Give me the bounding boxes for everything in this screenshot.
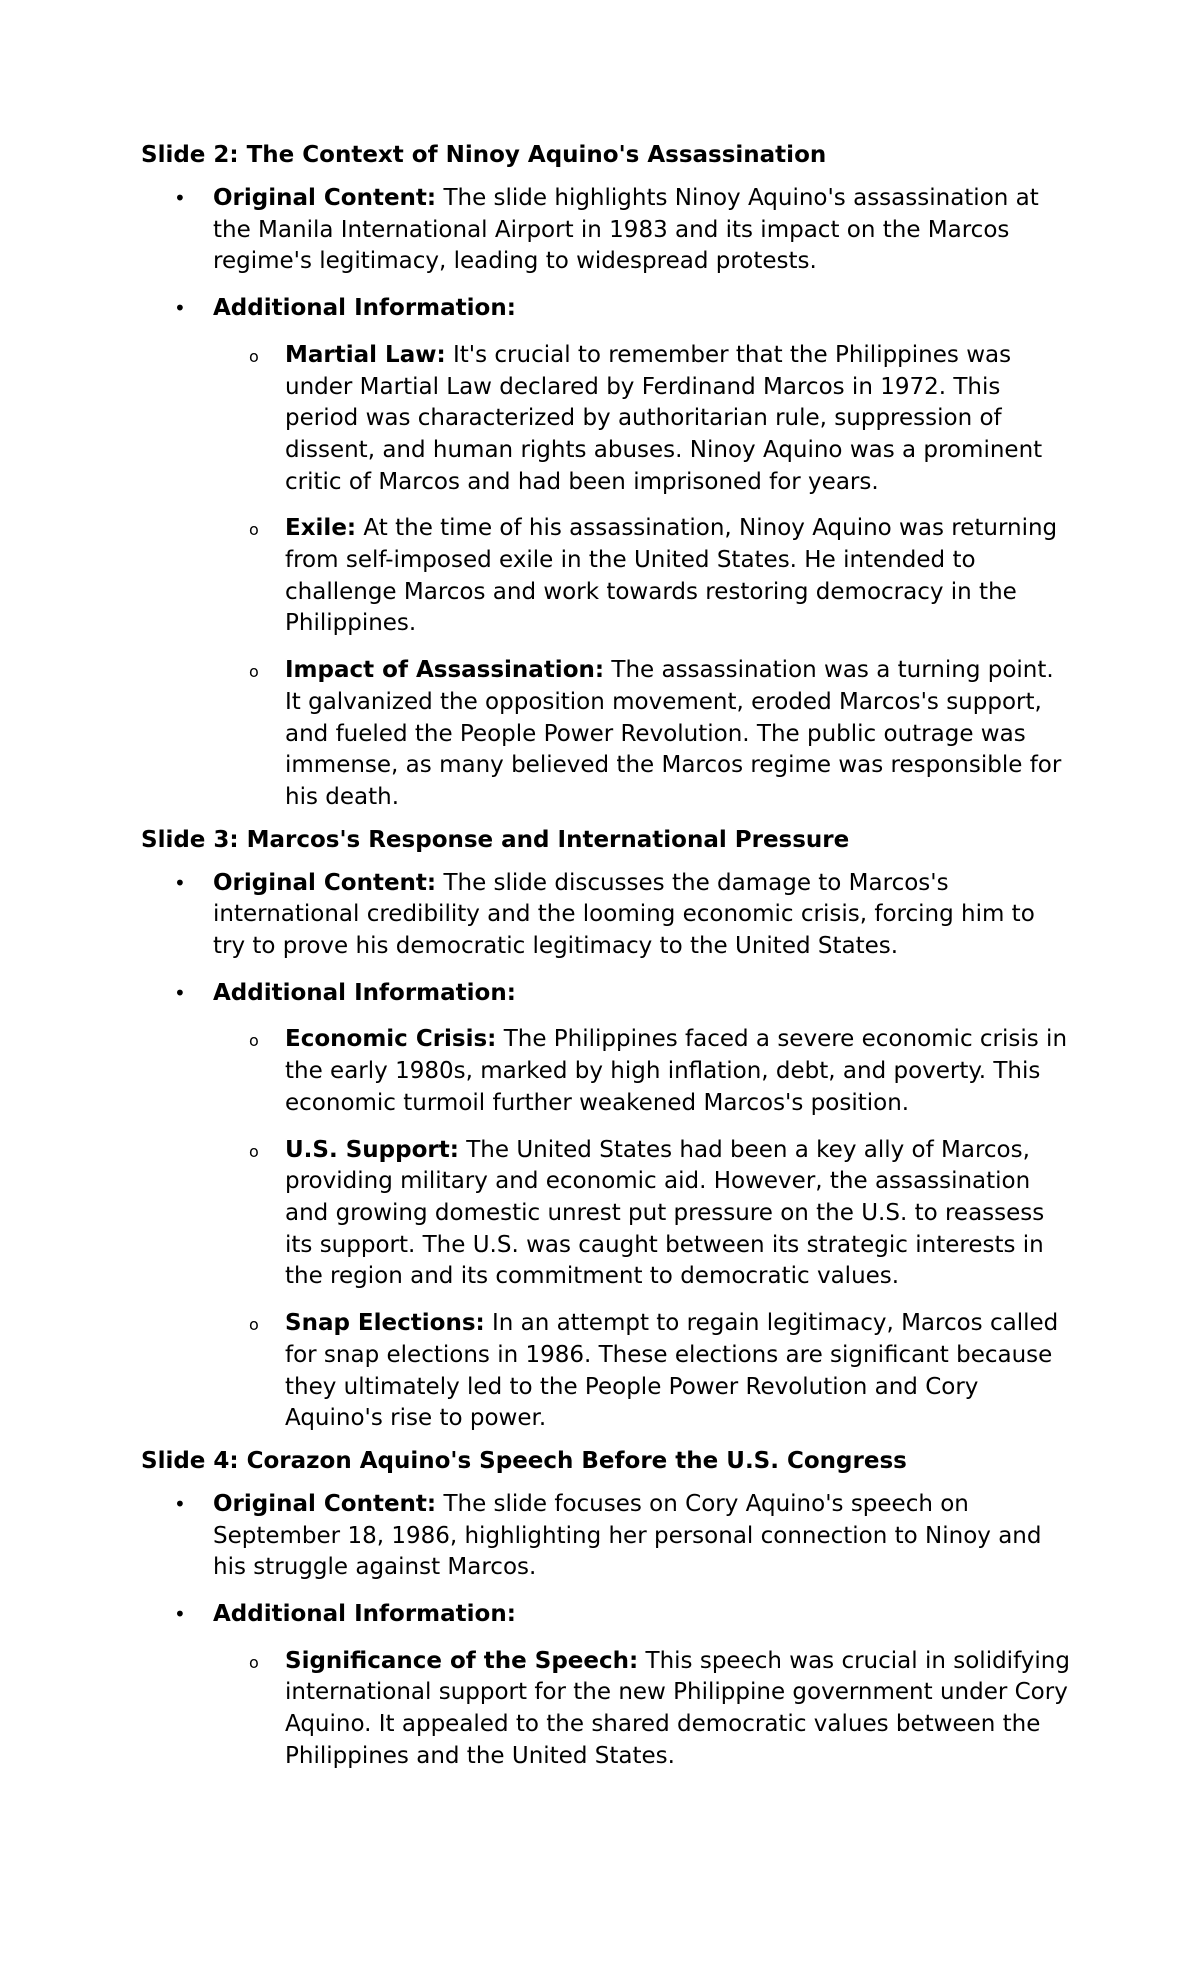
bullet-icon: • xyxy=(174,1602,186,1627)
circle-bullet-icon: o xyxy=(249,1141,259,1161)
original-content-item xyxy=(0,1489,1074,1584)
sub-item-text: It's crucial to remember that the Philippines was under Martial Law declared by Ferdinand Marcos in 1972. This period was characterized by authoritarian rule, suppression of dissent, and human rights abuses. Ninoy Aquino was a prominent critic of Marcos and had been imprisoned for years. xyxy=(285,341,1043,495)
item-text: The slide discusses the damage to Marcos's international credibility and the looming economic crisis, forcing him to try to prove his democratic legitimacy to the United States. xyxy=(213,869,1035,960)
sub-item-label: Economic Crisis: xyxy=(285,1026,497,1053)
sub-item-text: The Philippines faced a severe economic crisis in the early 1980s, marked by high inflation, debt, and poverty. This economic turmoil further weakened Marcos's position. xyxy=(285,1026,1068,1116)
sub-item-impact-of-assassination xyxy=(249,655,1074,814)
circle-bullet-icon: o xyxy=(249,1652,259,1672)
circle-bullet-icon: o xyxy=(249,1315,259,1335)
sub-item-significance-of-the-speech xyxy=(249,1646,1074,1773)
sub-bullet-list xyxy=(213,340,1074,814)
sub-item-label: U.S. Support: xyxy=(285,1136,459,1163)
sub-item-text: The United States had been a key ally of Marcos, providing military and economic aid. However, the assassination and growing domestic unrest put pressure on the U.S. to reassess its support. The U.S. was caught between its strategic interests in the region and its commitment to democratic values. xyxy=(285,1136,1045,1290)
sub-item-economic-crisis xyxy=(249,1024,1074,1119)
sub-item-label: Snap Elections: xyxy=(285,1310,485,1337)
sub-item-exile xyxy=(249,513,1074,640)
item-text: The slide highlights Ninoy Aquino's assassination at the Manila International Airport in 1983 and its impact on the Marcos regime's legitimacy, leading to widespread protests. xyxy=(213,185,1039,275)
sub-item-text: This speech was crucial in solidifying international support for the new Philippine government under Cory Aquino. It appealed to the shared democratic values between the Philippines and the United States. xyxy=(285,1647,1070,1769)
bullet-icon: • xyxy=(174,186,186,210)
item-label: Original Content: xyxy=(213,1490,437,1517)
section-slide-3 xyxy=(0,824,1200,1435)
circle-bullet-icon: o xyxy=(249,520,259,540)
section-heading: Slide 3: Marcos's Response and International Pressure xyxy=(141,826,850,853)
sub-item-label: Significance of the Speech: xyxy=(285,1647,639,1674)
additional-information-item xyxy=(0,1599,1074,1773)
bullet-list xyxy=(0,1489,1200,1773)
section-slide-2 xyxy=(0,139,1200,814)
original-content-item xyxy=(0,868,1074,963)
section-heading: Slide 4: Corazon Aquino's Speech Before the U.S. Congress xyxy=(141,1447,907,1474)
original-content-item xyxy=(0,183,1074,278)
additional-information-item xyxy=(0,293,1074,814)
sub-item-us-support xyxy=(249,1135,1074,1294)
sub-bullet-list xyxy=(213,1646,1074,1773)
circle-bullet-icon: o xyxy=(249,346,259,366)
sub-item-label: Exile: xyxy=(285,515,357,542)
item-label: Additional Information: xyxy=(213,979,516,1006)
bullet-icon: • xyxy=(174,980,186,1005)
bullet-icon: • xyxy=(174,870,186,895)
bullet-icon: • xyxy=(174,296,186,321)
sub-item-text: The assassination was a turning point. It galvanized the opposition movement, eroded Marcos's support, and fueled the People Power Revolution. The public outrage was immense, as many believed the Marcos regime was responsible for his death. xyxy=(285,657,1062,810)
bullet-list xyxy=(0,868,1200,1435)
item-label: Additional Information: xyxy=(213,295,516,322)
bullet-icon: • xyxy=(174,1491,186,1516)
sub-item-label: Impact of Assassination: xyxy=(285,657,605,684)
item-text: The slide focuses on Cory Aquino's speech on September 18, 1986, highlighting her personal connection to Ninoy and his struggle against Marcos. xyxy=(213,1490,1042,1581)
sub-bullet-list xyxy=(213,1024,1074,1434)
sub-item-text: At the time of his assassination, Ninoy Aquino was returning from self-imposed exile in the United States. He intended to challenge Marcos and work towards restoring democracy in the Philippines. xyxy=(285,515,1058,637)
sub-item-label: Martial Law: xyxy=(285,341,446,368)
section-heading: Slide 2: The Context of Ninoy Aquino's Assassination xyxy=(141,142,827,168)
item-label: Additional Information: xyxy=(213,1601,516,1628)
sub-item-text: In an attempt to regain legitimacy, Marcos called for snap elections in 1986. These elections are significant because they ultimately led to the People Power Revolution and Cory Aquino's rise to power. xyxy=(285,1310,1059,1432)
section-slide-4 xyxy=(0,1445,1200,1773)
circle-bullet-icon: o xyxy=(249,1031,259,1051)
item-label: Original Content: xyxy=(213,869,437,896)
sub-item-snap-elections xyxy=(249,1308,1074,1435)
item-label: Original Content: xyxy=(213,185,437,211)
circle-bullet-icon: o xyxy=(249,662,259,682)
sub-item-martial-law xyxy=(249,340,1074,499)
additional-information-item xyxy=(0,978,1074,1435)
bullet-list xyxy=(0,183,1200,814)
